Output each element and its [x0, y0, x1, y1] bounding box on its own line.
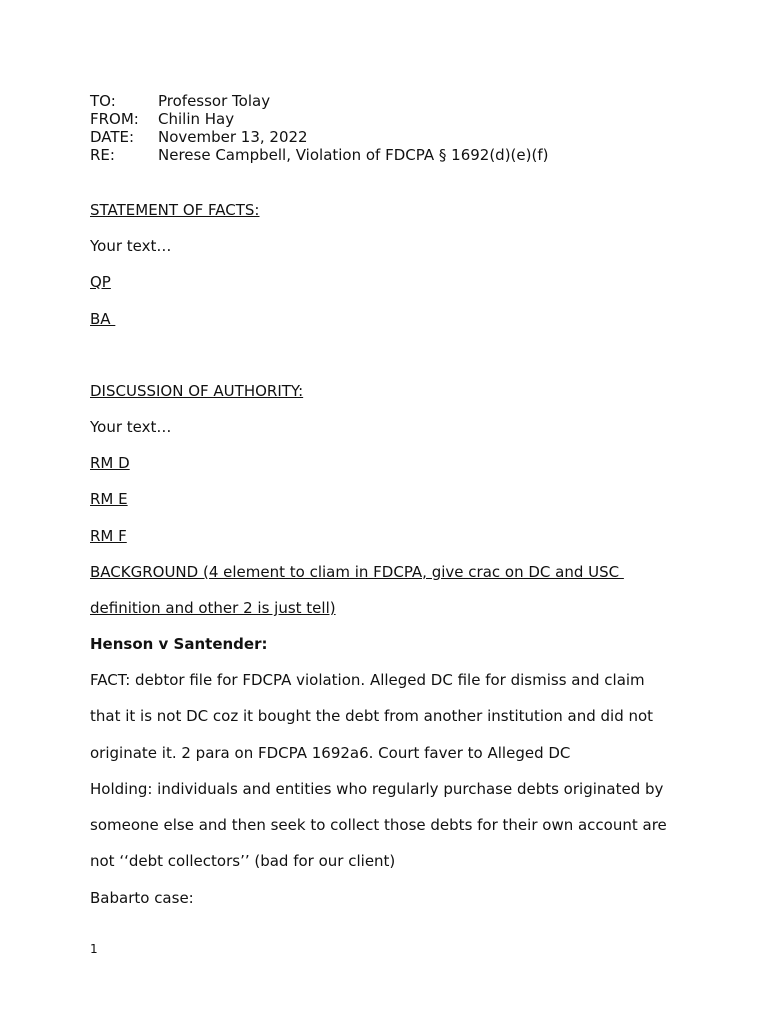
- holding-line-1: Holding: individuals and entities who regularly purchase debts originated by: [90, 780, 664, 798]
- rm-e-heading: RM E: [90, 490, 128, 508]
- qp-heading: QP: [90, 273, 111, 291]
- memo-from-value: Chilin Hay: [158, 110, 235, 128]
- holding-line-2: someone else and then seek to collect those debts for their own account are: [90, 816, 667, 834]
- ba-heading: BA: [90, 310, 116, 328]
- case-heading: Henson v Santender:: [90, 635, 268, 653]
- memo-from-row: [90, 110, 548, 128]
- holding-line-3: not ‘‘debt collectors’’ (bad for our client): [90, 852, 396, 870]
- babarto-case-heading: Babarto case:: [90, 889, 194, 907]
- memo-date-row: [90, 128, 548, 146]
- rm-d-heading: RM D: [90, 454, 130, 472]
- fact-line-2: that it is not DC coz it bought the debt from another institution and did not: [90, 707, 654, 725]
- memo-header: [90, 92, 548, 164]
- fact-line-3: originate it. 2 para on FDCPA 1692a6. Court faver to Alleged DC: [90, 744, 571, 762]
- memo-re-row: [90, 146, 548, 164]
- fact-line-1: FACT: debtor file for FDCPA violation. Alleged DC file for dismiss and claim: [90, 671, 645, 689]
- facts-heading: STATEMENT OF FACTS:: [90, 201, 260, 219]
- page-number: 1: [90, 942, 98, 956]
- memo-to-label: TO:: [90, 92, 116, 110]
- authority-text: Your text…: [90, 418, 172, 436]
- authority-heading: DISCUSSION OF AUTHORITY:: [90, 382, 304, 400]
- facts-text: Your text…: [90, 237, 172, 255]
- memo-date-label: DATE:: [90, 128, 135, 146]
- memo-from-label: FROM:: [90, 110, 139, 128]
- memo-to-value: Professor Tolay: [158, 92, 271, 110]
- memo-date-value: November 13, 2022: [158, 128, 308, 146]
- background-heading-line1: BACKGROUND (4 element to cliam in FDCPA, give crac on DC and USC: [90, 563, 624, 581]
- memo-re-label: RE:: [90, 146, 115, 164]
- memo-re-value: Nerese Campbell, Violation of FDCPA § 1692(d)(e)(f): [158, 146, 549, 164]
- memo-to-row: [90, 92, 548, 110]
- rm-f-heading: RM F: [90, 527, 127, 545]
- background-heading-line2: definition and other 2 is just tell): [90, 599, 336, 617]
